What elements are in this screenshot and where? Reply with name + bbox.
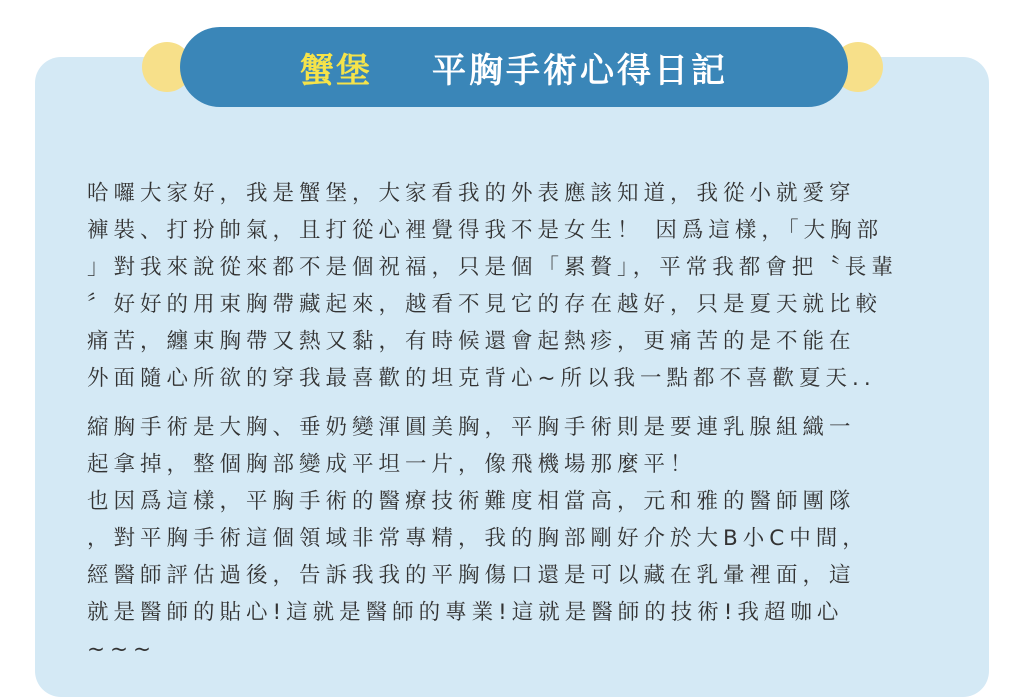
text-line: ，對平胸手術這個領域非常專精，我的胸部剛好介於大B小C中間， bbox=[87, 526, 869, 551]
text-line: 褲裝、打扮帥氣，且打從心裡覺得我不是女生！ 因爲這樣，「大胸部 bbox=[87, 218, 884, 243]
paragraph-gap bbox=[87, 397, 943, 409]
diary-content bbox=[87, 175, 943, 668]
text-line: 〞好好的用束胸帶藏起來，越看不見它的存在越好，只是夏天就比較 bbox=[87, 292, 883, 317]
text-line: 外面隨心所欲的穿我最喜歡的坦克背心~所以我一點都不喜歡夏天.. bbox=[87, 366, 876, 391]
text-line: 也因爲這樣，平胸手術的醫療技術難度相當高，元和雅的醫師團隊 bbox=[87, 489, 856, 514]
text-line: 就是醫師的貼心!這就是醫師的專業!這就是醫師的技術!我超咖心 bbox=[87, 600, 844, 625]
text-line: 經醫師評估過後，告訴我我的平胸傷口還是可以藏在乳暈裡面，這 bbox=[87, 563, 856, 588]
text-line: 起拿掉，整個胸部變成平坦一片，像飛機場那麼平！ bbox=[87, 452, 697, 477]
paragraph-2 bbox=[87, 409, 943, 668]
text-line: ~~~ bbox=[87, 637, 157, 662]
text-line: 痛苦，纏束胸帶又熱又黏，有時候還會起熱疹，更痛苦的是不能在 bbox=[87, 329, 856, 354]
paragraph-1 bbox=[87, 175, 943, 397]
author-name: 蟹堡 bbox=[300, 50, 372, 91]
text-line: 哈囉大家好，我是蟹堡，大家看我的外表應該知道，我從小就愛穿 bbox=[87, 181, 856, 206]
title-banner bbox=[180, 27, 848, 107]
text-line: 」對我來說從來都不是個祝福，只是個「累贅」，平常我都會把〝長輩 bbox=[87, 255, 898, 280]
text-line: 縮胸手術是大胸、垂奶變渾圓美胸，平胸手術則是要連乳腺組織一 bbox=[87, 415, 856, 440]
page-title: 平胸手術心得日記 bbox=[432, 50, 728, 91]
